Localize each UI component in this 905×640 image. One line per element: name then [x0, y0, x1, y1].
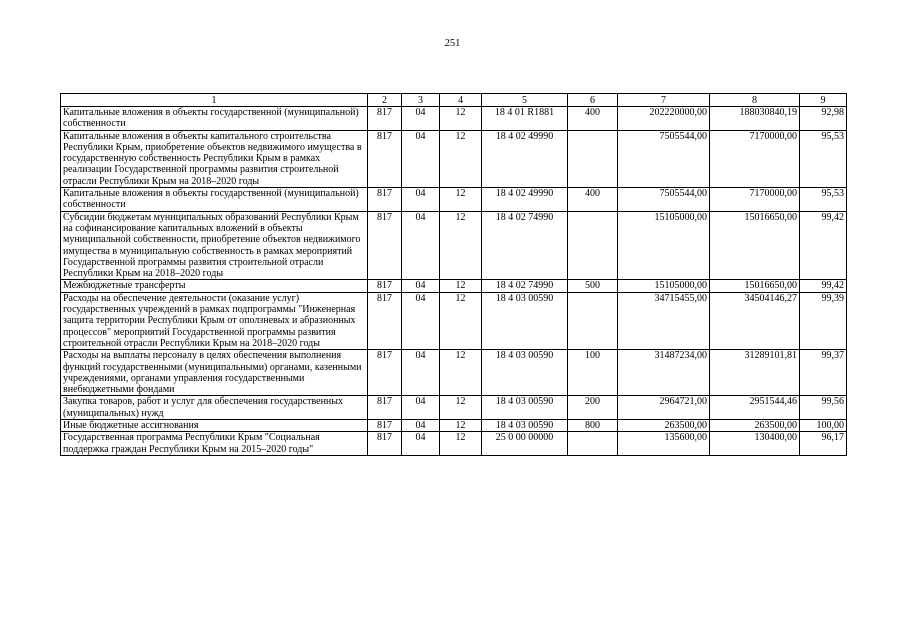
- subsection-code: 12: [440, 188, 482, 212]
- execution-percent: 99,39: [800, 292, 847, 349]
- subsection-code: 12: [440, 292, 482, 349]
- expense-type-code: 500: [568, 280, 618, 292]
- target-article-code: 18 4 02 74990: [482, 280, 568, 292]
- execution-percent: 100,00: [800, 420, 847, 432]
- expense-type-code: 100: [568, 350, 618, 396]
- expense-name: Расходы на выплаты персоналу в целях обеспечения выполнения функций государственными (муниципальными) органами, казенными учреждениями, органами управления государственными внебюджетными фондами: [61, 350, 368, 396]
- expense-type-code: [568, 130, 618, 187]
- table-row: [61, 107, 847, 131]
- ministry-code: 817: [368, 350, 402, 396]
- execution-percent: 95,53: [800, 130, 847, 187]
- ministry-code: 817: [368, 107, 402, 131]
- section-code: 04: [402, 432, 440, 456]
- executed-amount: 130400,00: [710, 432, 800, 456]
- executed-amount: 7170000,00: [710, 188, 800, 212]
- planned-amount: 7505544,00: [618, 130, 710, 187]
- ministry-code: 817: [368, 211, 402, 280]
- target-article-code: 18 4 02 74990: [482, 211, 568, 280]
- section-code: 04: [402, 211, 440, 280]
- expense-type-code: 400: [568, 107, 618, 131]
- subsection-code: 12: [440, 130, 482, 187]
- ministry-code: 817: [368, 396, 402, 420]
- expense-name: Государственная программа Республики Крым "Социальная поддержка граждан Республики Крым на 2015–2020 годы": [61, 432, 368, 456]
- expense-name: Капитальные вложения в объекты государственной (муниципальной) собственности: [61, 107, 368, 131]
- executed-amount: 34504146,27: [710, 292, 800, 349]
- ministry-code: 817: [368, 292, 402, 349]
- expense-name: Закупка товаров, работ и услуг для обеспечения государственных (муниципальных) нужд: [61, 396, 368, 420]
- planned-amount: 7505544,00: [618, 188, 710, 212]
- header-cell: 5: [482, 94, 568, 107]
- table-row: [61, 130, 847, 187]
- table-row: [61, 292, 847, 349]
- header-cell: 8: [710, 94, 800, 107]
- execution-percent: 92,98: [800, 107, 847, 131]
- subsection-code: 12: [440, 420, 482, 432]
- table-row: [61, 280, 847, 292]
- ministry-code: 817: [368, 130, 402, 187]
- header-cell: 7: [618, 94, 710, 107]
- expense-name: Иные бюджетные ассигнования: [61, 420, 368, 432]
- subsection-code: 12: [440, 107, 482, 131]
- table-row: [61, 432, 847, 456]
- target-article-code: 18 4 02 49990: [482, 130, 568, 187]
- ministry-code: 817: [368, 432, 402, 456]
- section-code: 04: [402, 420, 440, 432]
- table-row: [61, 350, 847, 396]
- execution-percent: 95,53: [800, 188, 847, 212]
- executed-amount: 31289101,81: [710, 350, 800, 396]
- executed-amount: 7170000,00: [710, 130, 800, 187]
- executed-amount: 15016650,00: [710, 211, 800, 280]
- header-cell: 2: [368, 94, 402, 107]
- header-row: [61, 94, 847, 107]
- section-code: 04: [402, 107, 440, 131]
- table-row: [61, 188, 847, 212]
- subsection-code: 12: [440, 280, 482, 292]
- expense-name: Капитальные вложения в объекты государственной (муниципальной) собственности: [61, 188, 368, 212]
- section-code: 04: [402, 396, 440, 420]
- expense-name: Капитальные вложения в объекты капитального строительства Республики Крым, приобретение объектов недвижимого имущества в государственную собственность Республики Крым в рамках реализации Государственной программы развития строительной отрасли Республики Крым на 2018–2020 годы: [61, 130, 368, 187]
- table-row: [61, 420, 847, 432]
- executed-amount: 2951544,46: [710, 396, 800, 420]
- expense-name: Расходы на обеспечение деятельности (оказание услуг) государственных учреждений в рамках подпрограммы "Инженерная защита территории Республики Крым от оползневых и абразионных процессов" мероприятий Государственной программы развития строительной отрасли Республики Крым на 2018–2020 годы: [61, 292, 368, 349]
- subsection-code: 12: [440, 396, 482, 420]
- header-cell: 9: [800, 94, 847, 107]
- planned-amount: 31487234,00: [618, 350, 710, 396]
- planned-amount: 15105000,00: [618, 211, 710, 280]
- execution-percent: 96,17: [800, 432, 847, 456]
- target-article-code: 18 4 03 00590: [482, 396, 568, 420]
- planned-amount: 34715455,00: [618, 292, 710, 349]
- page-number: 251: [444, 38, 461, 49]
- ministry-code: 817: [368, 188, 402, 212]
- execution-percent: 99,37: [800, 350, 847, 396]
- planned-amount: 263500,00: [618, 420, 710, 432]
- ministry-code: 817: [368, 420, 402, 432]
- header-cell: 1: [61, 94, 368, 107]
- expense-type-code: [568, 432, 618, 456]
- executed-amount: 188030840,19: [710, 107, 800, 131]
- target-article-code: 18 4 03 00590: [482, 292, 568, 349]
- expense-type-code: [568, 211, 618, 280]
- execution-percent: 99,42: [800, 211, 847, 280]
- header-cell: 4: [440, 94, 482, 107]
- planned-amount: 135600,00: [618, 432, 710, 456]
- header-cell: 6: [568, 94, 618, 107]
- target-article-code: 18 4 03 00590: [482, 350, 568, 396]
- header-cell: 3: [402, 94, 440, 107]
- section-code: 04: [402, 130, 440, 187]
- table-row: [61, 211, 847, 280]
- subsection-code: 12: [440, 211, 482, 280]
- planned-amount: 202220000,00: [618, 107, 710, 131]
- target-article-code: 25 0 00 00000: [482, 432, 568, 456]
- planned-amount: 2964721,00: [618, 396, 710, 420]
- execution-percent: 99,56: [800, 396, 847, 420]
- executed-amount: 15016650,00: [710, 280, 800, 292]
- expense-name: Субсидии бюджетам муниципальных образований Республики Крым на софинансирование капитальных вложений в объекты муниципальной собственности, приобретение объектов недвижимого имущества в муниципальную собственность в рамках мероприятий Государственной программы развития строительной отрасли Республики Крым на 2018–2020 годы: [61, 211, 368, 280]
- section-code: 04: [402, 292, 440, 349]
- expense-type-code: 800: [568, 420, 618, 432]
- table-row: [61, 396, 847, 420]
- expense-name: Межбюджетные трансферты: [61, 280, 368, 292]
- section-code: 04: [402, 188, 440, 212]
- target-article-code: 18 4 01 R1881: [482, 107, 568, 131]
- section-code: 04: [402, 280, 440, 292]
- target-article-code: 18 4 02 49990: [482, 188, 568, 212]
- expense-type-code: 400: [568, 188, 618, 212]
- budget-table: [60, 93, 847, 456]
- subsection-code: 12: [440, 432, 482, 456]
- ministry-code: 817: [368, 280, 402, 292]
- expense-type-code: [568, 292, 618, 349]
- target-article-code: 18 4 03 00590: [482, 420, 568, 432]
- subsection-code: 12: [440, 350, 482, 396]
- executed-amount: 263500,00: [710, 420, 800, 432]
- planned-amount: 15105000,00: [618, 280, 710, 292]
- section-code: 04: [402, 350, 440, 396]
- expense-type-code: 200: [568, 396, 618, 420]
- execution-percent: 99,42: [800, 280, 847, 292]
